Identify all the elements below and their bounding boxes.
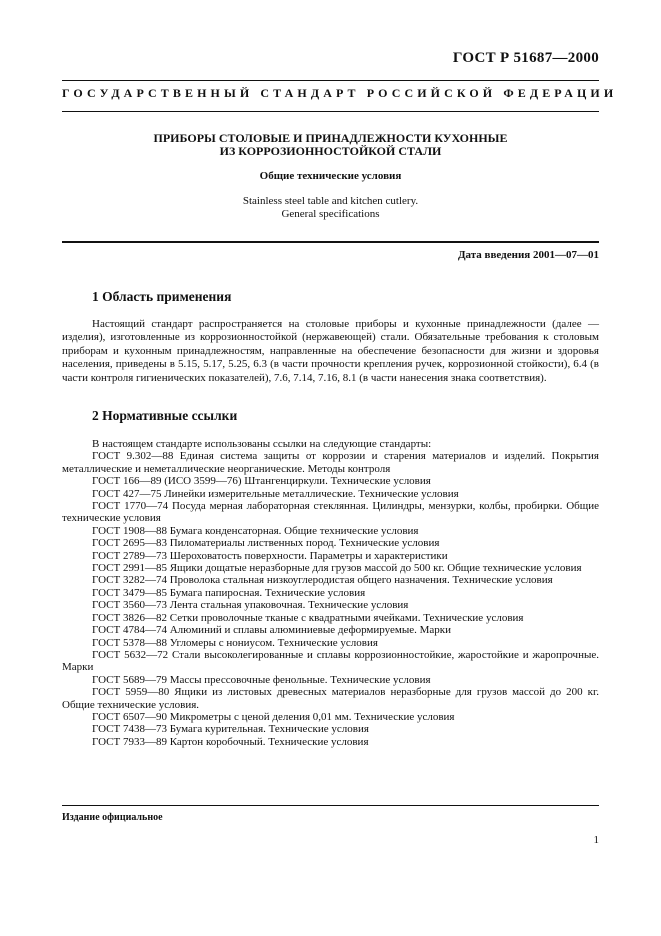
list-item: ГОСТ 427—75 Линейки измерительные металлические. Технические условия: [92, 487, 459, 500]
title-line-2: ИЗ КОРРОЗИОННОСТОЙКОЙ СТАЛИ: [219, 144, 442, 158]
list-item: В настоящем стандарте использованы ссылки на следующие стандарты:: [92, 438, 432, 450]
state-standard-banner: ГОСУДАРСТВЕННЫЙ СТАНДАРТ РОССИЙСКОЙ ФЕДЕРАЦИИ: [62, 86, 618, 100]
english-title: [62, 195, 599, 221]
list-item: ГОСТ 5689—79 Массы прессовочные фенольные. Технические условия: [92, 673, 431, 686]
list-item: ГОСТ 3826—82 Сетки проволочные тканые с квадратными ячейками. Технические условия: [92, 611, 524, 624]
normative-references-list: [62, 438, 599, 748]
document-title: [62, 132, 599, 158]
list-item: ГОСТ 1908—88 Бумага конденсаторная. Общие технические условия: [92, 524, 419, 537]
document-subtitle: Общие технические условия: [259, 170, 402, 182]
list-item: ГОСТ 6507—90 Микрометры с ценой деления 0,01 мм. Технические условия: [92, 710, 455, 723]
list-item: ГОСТ 7438—73 Бумага курительная. Технические условия: [92, 723, 369, 736]
section-1-heading: 1 Область применения: [92, 289, 232, 304]
list-item: ГОСТ 166—89 (ИСО 3599—76) Штангенциркули. Технические условия: [92, 475, 431, 488]
list-item: ГОСТ 2991—85 Ящики дощатые неразборные для грузов массой до 500 кг. Общие технические условия: [92, 562, 582, 575]
title-line-1: ПРИБОРЫ СТОЛОВЫЕ И ПРИНАДЛЕЖНОСТИ КУХОННЫЕ: [153, 131, 508, 145]
title-separator-rule: [62, 241, 599, 243]
english-title-line-2: General specifications: [281, 208, 380, 220]
page-number: 1: [593, 834, 599, 846]
header-rule-bottom: [62, 111, 599, 112]
footer-rule: [62, 805, 599, 806]
list-item: ГОСТ 3560—73 Лента стальная упаковочная. Технические условия: [92, 599, 409, 612]
introduction-date: Дата введения 2001—07—01: [457, 249, 599, 261]
section-2-heading: 2 Нормативные ссылки: [92, 408, 238, 423]
list-item: ГОСТ 2695—83 Пиломатериалы лиственных пород. Технические условия: [92, 537, 440, 550]
list-item: ГОСТ 7933—89 Картон коробочный. Технические условия: [92, 735, 369, 748]
section-1-text: Настоящий стандарт распространяется на столовые приборы и кухонные принадлежности (далее — изделия), изготовленные из коррозионностойкой (нержавеющей) стали. Обязательные требования к столовым приборам и кухонным принадлежностям, направленные на обеспечение безопасности для жизни и здоровья населения, приведены в 5.15, 5.17, 5.25, 6.3 (в части прочности крепления ручек, коррозионной стойкости), 6.4 (в части контроля гигиенических показателей), 7.6, 7.14, 7.16, 8.1 (в части нанесения знака соответствия).: [62, 318, 599, 384]
list-item: ГОСТ 4784—74 Алюминий и сплавы алюминиевые деформируемые. Марки: [92, 624, 451, 637]
list-item: ГОСТ 1770—74 Посуда мерная лабораторная стеклянная. Цилиндры, мензурки, колбы, пробирки. Общие технические условия: [62, 500, 599, 525]
english-title-line-1: Stainless steel table and kitchen cutlery.: [242, 195, 419, 207]
list-item: ГОСТ 3479—85 Бумага папиросная. Технические условия: [92, 586, 366, 599]
header-rule-top: [62, 80, 599, 81]
list-item: ГОСТ 2789—73 Шероховатость поверхности. Параметры и характеристики: [92, 549, 448, 562]
list-item: ГОСТ 5632—72 Стали высоколегированные и сплавы коррозионностойкие, жаростойкие и жаропрочные. Марки: [62, 648, 599, 674]
list-item: ГОСТ 9.302—88 Единая система защиты от коррозии и старения материалов и изделий. Покрытия металлические и неметаллические неорганические. Методы контроля: [62, 450, 599, 475]
document-id: ГОСТ Р 51687—2000: [452, 50, 599, 66]
official-edition-label: Издание официальное: [62, 812, 163, 823]
list-item: ГОСТ 5378—88 Угломеры с нониусом. Технические условия: [92, 636, 378, 649]
list-item: ГОСТ 5959—80 Ящики из листовых древесных материалов неразборные для грузов массой до 200 кг. Общие технические условия.: [62, 686, 599, 711]
list-item: ГОСТ 3282—74 Проволока стальная низкоуглеродистая общего назначения. Технические условия: [92, 574, 553, 587]
